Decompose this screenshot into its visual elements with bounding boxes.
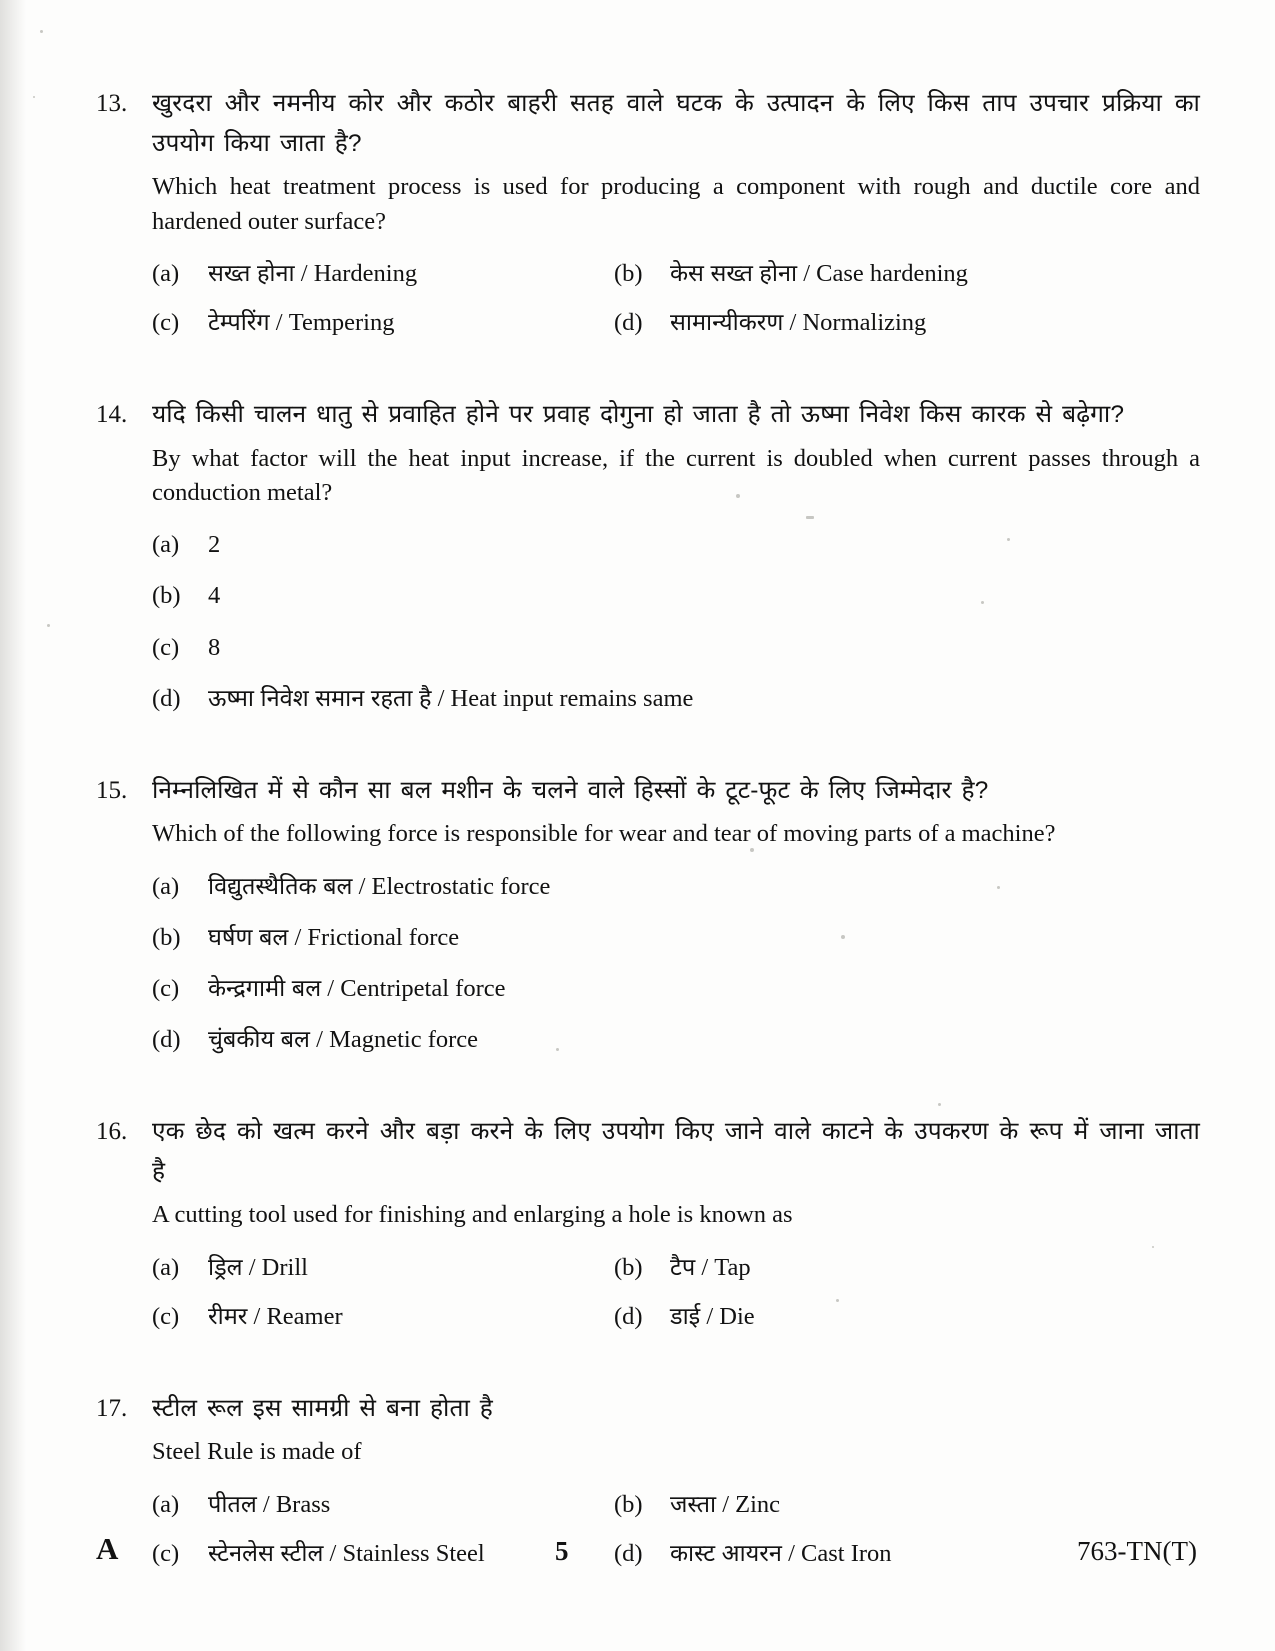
question-number: 13. xyxy=(96,90,128,117)
question-item xyxy=(96,395,1200,715)
option-text-english: Tap xyxy=(714,1253,751,1281)
option-label: (b) xyxy=(152,923,181,951)
question-text-hindi: निम्नलिखित में से कौन सा बल मशीन के चलने वाले हिस्सों के टूट-फूट के लिए जिम्मेदार है? xyxy=(152,776,989,804)
option-text-hindi: ऊष्मा निवेश समान रहता है xyxy=(208,684,432,711)
option-text-english: Normalizing xyxy=(802,309,927,337)
option-text-english: Cast Iron xyxy=(801,1539,892,1567)
paper-code: 763-TN(T) xyxy=(1077,1536,1197,1566)
option-text-hindi: टैप xyxy=(670,1253,696,1280)
question-text-english: Which of the following force is responsible for wear and tear of moving parts of a machine? xyxy=(152,820,1056,848)
option-a[interactable] xyxy=(152,870,1200,903)
option-text: 4 xyxy=(208,582,221,610)
page-footer xyxy=(96,1531,1197,1567)
question-text-english: Steel Rule is made of xyxy=(152,1438,362,1466)
option-group xyxy=(152,870,1200,1056)
scan-speck xyxy=(33,96,35,98)
option-a[interactable] xyxy=(152,528,1200,561)
option-text-english: Frictional force xyxy=(307,923,460,951)
option-label: (a) xyxy=(152,1490,180,1518)
option-a[interactable] xyxy=(152,257,614,290)
option-text-hindi: सख्त होना xyxy=(208,259,295,286)
option-text-hindi: स्टेनलेस स्टील xyxy=(208,1539,324,1566)
option-b[interactable] xyxy=(614,257,1200,290)
option-text-hindi: केस सख्त होना xyxy=(670,259,798,286)
option-text: 8 xyxy=(208,633,221,661)
scan-speck xyxy=(47,624,50,627)
option-group xyxy=(152,1251,1200,1333)
option-text-hindi: चुंबकीय बल xyxy=(208,1025,310,1052)
question-body xyxy=(152,395,1200,715)
option-text: केन्द्रगामी बल / Centripetal force xyxy=(208,974,506,1002)
question-item xyxy=(96,771,1200,1056)
option-d[interactable] xyxy=(152,682,1200,715)
option-text-english: Electrostatic force xyxy=(371,872,551,900)
option-text-english: Stainless Steel xyxy=(342,1539,485,1567)
option-text-english: Hardening xyxy=(313,259,418,287)
question-body xyxy=(152,771,1200,1056)
option-text: ड्रिल / Drill xyxy=(208,1253,308,1281)
option-text-english: Drill xyxy=(261,1253,308,1281)
question-text-hindi: खुरदरा और नमनीय कोर और कठोर बाहरी सतह वाले घटक के उत्पादन के लिए किस ताप उपचार प्रक्रिया का उपयोग किया जाता है? xyxy=(152,90,1200,157)
section-gap xyxy=(96,1333,1200,1389)
option-group xyxy=(152,257,1200,339)
option-c[interactable] xyxy=(152,1300,614,1333)
question-text-english: A cutting tool used for finishing and enlarging a hole is known as xyxy=(152,1201,793,1229)
option-label: (a) xyxy=(152,259,180,287)
option-text-hindi: डाई xyxy=(670,1302,701,1329)
option-b[interactable] xyxy=(614,1488,1200,1521)
option-label: (b) xyxy=(614,1490,643,1518)
booklet-set-label: A xyxy=(96,1531,119,1566)
option-text: जस्ता / Zinc xyxy=(670,1490,781,1518)
question-item xyxy=(96,84,1200,339)
question-text-hindi: यदि किसी चालन धातु से प्रवाहित होने पर प्रवाह दोगुना हो जाता है तो ऊष्मा निवेश किस कारक से बढ़ेगा? xyxy=(152,401,1125,429)
option-group xyxy=(152,528,1200,714)
option-text: पीतल / Brass xyxy=(208,1490,331,1518)
question-number: 17. xyxy=(96,1394,128,1422)
option-text-hindi: रीमर xyxy=(208,1302,248,1329)
option-text: टेम्परिंग / Tempering xyxy=(208,309,395,337)
option-text: विद्युतस्थैतिक बल / Electrostatic force xyxy=(208,872,551,900)
section-gap xyxy=(96,339,1200,395)
option-b[interactable] xyxy=(614,1251,1200,1284)
option-label: (c) xyxy=(152,974,180,1002)
option-text-hindi: ड्रिल xyxy=(208,1253,243,1280)
option-text: सामान्यीकरण / Normalizing xyxy=(670,309,927,337)
option-text-english: Heat input remains same xyxy=(450,684,694,712)
scan-speck xyxy=(40,30,43,33)
option-text-english: Centripetal force xyxy=(340,974,506,1002)
option-label: (b) xyxy=(152,582,181,610)
option-text: 2 xyxy=(208,531,221,559)
option-text-english: Brass xyxy=(275,1490,331,1518)
option-d[interactable] xyxy=(614,1300,1200,1333)
option-text-hindi: सामान्यीकरण xyxy=(670,309,784,336)
option-text: स्टेनलेस स्टील / Stainless Steel xyxy=(208,1539,485,1567)
option-label: (b) xyxy=(614,259,643,287)
section-gap xyxy=(96,1056,1200,1112)
option-text: कास्ट आयरन / Cast Iron xyxy=(670,1539,892,1567)
option-label: (d) xyxy=(152,1025,181,1053)
question-text-hindi: एक छेद को खत्म करने और बड़ा करने के लिए उपयोग किए जाने वाले काटने के उपकरण के रूप में जाना जाता है xyxy=(152,1117,1200,1185)
option-text-english: Magnetic force xyxy=(329,1025,479,1053)
option-text-english: Tempering xyxy=(288,309,395,337)
question-text-english: By what factor will the heat input increase, if the current is doubled when current passes through a conduction metal? xyxy=(152,444,1200,507)
question-item xyxy=(96,1112,1200,1333)
scan-edge-shadow xyxy=(0,0,26,1651)
option-label: (a) xyxy=(152,872,180,900)
question-number: 16. xyxy=(96,1117,128,1145)
option-text: सख्त होना / Hardening xyxy=(208,259,418,287)
option-label: (d) xyxy=(614,1539,643,1567)
option-text-hindi: पीतल xyxy=(208,1490,257,1517)
option-text: चुंबकीय बल / Magnetic force xyxy=(208,1025,479,1053)
option-text: घर्षण बल / Frictional force xyxy=(208,923,460,951)
option-text: केस सख्त होना / Case hardening xyxy=(670,259,968,287)
question-text-english: Which heat treatment process is used for producing a component with rough and ductile core and hardened outer surface? xyxy=(152,173,1200,235)
option-a[interactable] xyxy=(152,1251,614,1284)
option-label: (c) xyxy=(152,1539,180,1567)
option-text-english: Reamer xyxy=(266,1302,343,1330)
option-text-english: Case hardening xyxy=(816,259,968,287)
section-gap xyxy=(96,715,1200,771)
option-text-hindi: कास्ट आयरन xyxy=(670,1539,782,1566)
question-number: 15. xyxy=(96,776,128,804)
option-label: (d) xyxy=(152,684,181,712)
option-label: (a) xyxy=(152,1253,180,1281)
option-label: (c) xyxy=(152,1302,180,1330)
option-label: (c) xyxy=(152,633,180,661)
question-number: 14. xyxy=(96,401,128,429)
question-body xyxy=(152,1112,1200,1333)
option-text: ऊष्मा निवेश समान रहता है / Heat input remains same xyxy=(208,684,694,712)
option-text-hindi: केन्द्रगामी बल xyxy=(208,974,322,1001)
option-label: (a) xyxy=(152,531,180,559)
option-d[interactable] xyxy=(614,306,1200,339)
option-text-hindi: जस्ता xyxy=(670,1490,717,1517)
option-text-hindi: टेम्परिंग xyxy=(208,309,270,336)
option-label: (b) xyxy=(614,1253,643,1281)
page-number: 5 xyxy=(554,1536,569,1566)
option-c[interactable] xyxy=(152,972,1200,1005)
option-text-english: Zinc xyxy=(735,1490,781,1518)
option-c[interactable] xyxy=(152,306,614,339)
option-label: (c) xyxy=(152,309,180,337)
option-text: टैप / Tap xyxy=(670,1253,751,1281)
option-b[interactable] xyxy=(152,579,1200,612)
option-text-hindi: विद्युतस्थैतिक बल xyxy=(208,872,353,899)
option-label: (d) xyxy=(614,309,643,337)
option-c[interactable] xyxy=(152,631,1200,664)
question-text-hindi: स्टील रूल इस सामग्री से बना होता है xyxy=(152,1394,493,1422)
option-text-hindi: घर्षण बल xyxy=(208,923,289,950)
question-body xyxy=(152,84,1200,339)
option-text-english: Die xyxy=(719,1302,755,1330)
option-b[interactable] xyxy=(152,921,1200,954)
option-text: रीमर / Reamer xyxy=(208,1302,343,1330)
option-label: (d) xyxy=(614,1302,643,1330)
option-d[interactable] xyxy=(152,1023,1200,1056)
option-text: डाई / Die xyxy=(670,1302,755,1330)
option-a[interactable] xyxy=(152,1488,614,1521)
question-list xyxy=(96,84,1200,1570)
